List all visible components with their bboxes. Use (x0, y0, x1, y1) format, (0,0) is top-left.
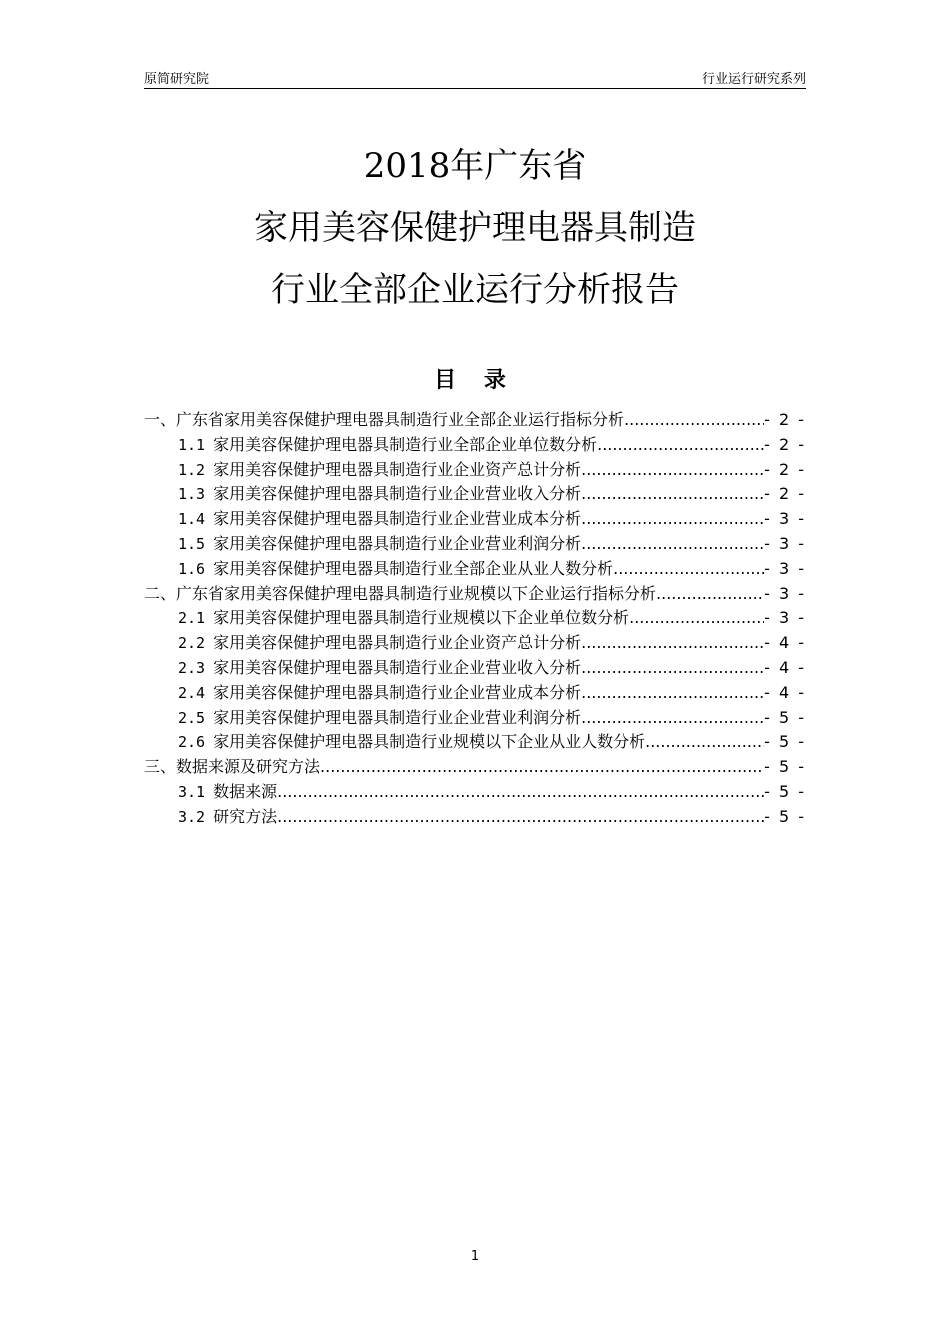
toc-entry-number: 1.6 (178, 559, 206, 578)
toc-entry-number: 1.3 (178, 485, 206, 504)
toc-entry-label: 家用美容保健护理电器具制造行业企业营业利润分析 (213, 707, 582, 727)
toc-entry-page: - 4 - (764, 657, 806, 677)
toc-entry-page: - 3 - (764, 509, 806, 529)
toc-entry-page: - 3 - (764, 533, 806, 553)
toc-entry-page: - 5 - (764, 757, 806, 777)
toc-entry-page: - 5 - (764, 732, 806, 752)
toc-entry-label: 家用美容保健护理电器具制造行业企业资产总计分析 (213, 633, 582, 653)
toc-dot-leader (656, 584, 764, 603)
toc-entry-page: - 3 - (764, 608, 806, 628)
toc-entry-2-5[interactable] (144, 705, 806, 730)
toc-entry-label: 家用美容保健护理电器具制造行业规模以下企业从业人数分析 (213, 732, 646, 752)
toc-entry-number: 2.2 (178, 634, 206, 653)
toc-entry-1-2[interactable] (144, 457, 806, 482)
toc-dot-leader (581, 534, 764, 553)
toc-entry-2[interactable] (144, 581, 806, 606)
toc-entry-2-6[interactable] (144, 729, 806, 754)
toc-entry-label: 家用美容保健护理电器具制造行业企业营业收入分析 (213, 484, 582, 504)
toc-entry-label: 二、广东省家用美容保健护理电器具制造行业规模以下企业运行指标分析 (144, 583, 657, 603)
page-header (144, 66, 806, 89)
toc-entry-label: 家用美容保健护理电器具制造行业企业营业成本分析 (213, 682, 582, 702)
toc-entry-label: 研究方法 (213, 806, 278, 826)
toc-dot-leader (613, 559, 764, 578)
report-title-line-1: 2018年广东省 (363, 146, 587, 186)
toc-dot-leader (277, 807, 764, 826)
toc-entry-page: - 3 - (764, 583, 806, 603)
toc-entry-page: - 4 - (764, 682, 806, 702)
toc-entry-label: 家用美容保健护理电器具制造行业企业营业成本分析 (213, 509, 582, 529)
toc-dot-leader (320, 757, 764, 776)
toc-entry-1[interactable] (144, 407, 806, 432)
toc-entry-number: 2.3 (178, 658, 206, 677)
toc-entry-1-5[interactable] (144, 531, 806, 556)
toc-entry-number: 2.1 (178, 609, 206, 628)
toc-entry-number: 3.2 (178, 807, 206, 826)
report-title-line-3: 行业全部企业运行分析报告 (271, 270, 679, 310)
toc-entry-label: 数据来源 (213, 781, 278, 801)
toc-entry-page: - 2 - (764, 410, 806, 429)
toc-dot-leader (581, 484, 764, 503)
toc-entry-number: 2.5 (178, 708, 206, 727)
toc-entry-2-2[interactable] (144, 630, 806, 655)
toc-entry-page: - 5 - (764, 806, 806, 826)
report-title-line-2: 家用美容保健护理电器具制造 (254, 208, 696, 248)
toc-entry-label: 家用美容保健护理电器具制造行业企业资产总计分析 (213, 459, 582, 479)
toc-entry-number: 2.4 (178, 683, 206, 702)
toc-entry-3-2[interactable] (144, 804, 806, 829)
toc-dot-leader (581, 633, 764, 652)
toc-entry-page: - 4 - (764, 633, 806, 653)
toc-entry-1-4[interactable] (144, 506, 806, 531)
toc-entry-number: 2.6 (178, 733, 206, 752)
toc-entry-label: 家用美容保健护理电器具制造行业全部企业从业人数分析 (213, 558, 614, 578)
toc-dot-leader (581, 683, 764, 702)
toc-dot-leader (581, 509, 764, 528)
toc-heading: 目 录 (434, 368, 516, 393)
toc-dot-leader (581, 658, 764, 677)
toc-entry-label: 家用美容保健护理电器具制造行业规模以下企业单位数分析 (213, 608, 630, 628)
toc-entry-number: 1.2 (178, 460, 206, 479)
toc-entry-number: 1.4 (178, 510, 206, 529)
toc-entry-1-3[interactable] (144, 481, 806, 506)
toc-entry-label: 家用美容保健护理电器具制造行业全部企业单位数分析 (213, 434, 598, 454)
toc-dot-leader (581, 460, 764, 479)
page-number: 1 (470, 1249, 480, 1264)
toc-entry-label: 三、数据来源及研究方法 (144, 757, 321, 777)
toc-entry-label: 家用美容保健护理电器具制造行业企业营业利润分析 (213, 533, 582, 553)
toc-entry-2-3[interactable] (144, 655, 806, 680)
toc-entry-page: - 5 - (764, 707, 806, 727)
header-series-name: 行业运行研究系列 (701, 72, 806, 87)
header-org-name: 原简研究院 (144, 72, 210, 87)
toc-entry-number: 3.1 (178, 782, 206, 801)
toc-dot-leader (624, 410, 764, 429)
toc-entry-page: - 5 - (764, 781, 806, 801)
toc-dot-leader (597, 435, 764, 454)
toc-entry-2-4[interactable] (144, 680, 806, 705)
table-of-contents (144, 407, 806, 829)
toc-entry-3-1[interactable] (144, 779, 806, 804)
toc-entry-number: 1.1 (178, 435, 206, 454)
toc-dot-leader (581, 708, 764, 727)
toc-entry-label: 一、广东省家用美容保健护理电器具制造行业全部企业运行指标分析 (144, 410, 625, 429)
toc-entry-page: - 3 - (764, 558, 806, 578)
toc-entry-number: 1.5 (178, 534, 206, 553)
toc-entry-page: - 2 - (764, 459, 806, 479)
toc-entry-1-1[interactable] (144, 432, 806, 457)
toc-dot-leader (629, 608, 764, 627)
toc-dot-leader (277, 782, 764, 801)
toc-entry-3[interactable] (144, 754, 806, 779)
toc-entry-2-1[interactable] (144, 605, 806, 630)
toc-dot-leader (645, 732, 764, 751)
toc-entry-page: - 2 - (764, 484, 806, 504)
toc-entry-page: - 2 - (764, 434, 806, 454)
toc-entry-1-6[interactable] (144, 556, 806, 581)
toc-entry-label: 家用美容保健护理电器具制造行业企业营业收入分析 (213, 657, 582, 677)
